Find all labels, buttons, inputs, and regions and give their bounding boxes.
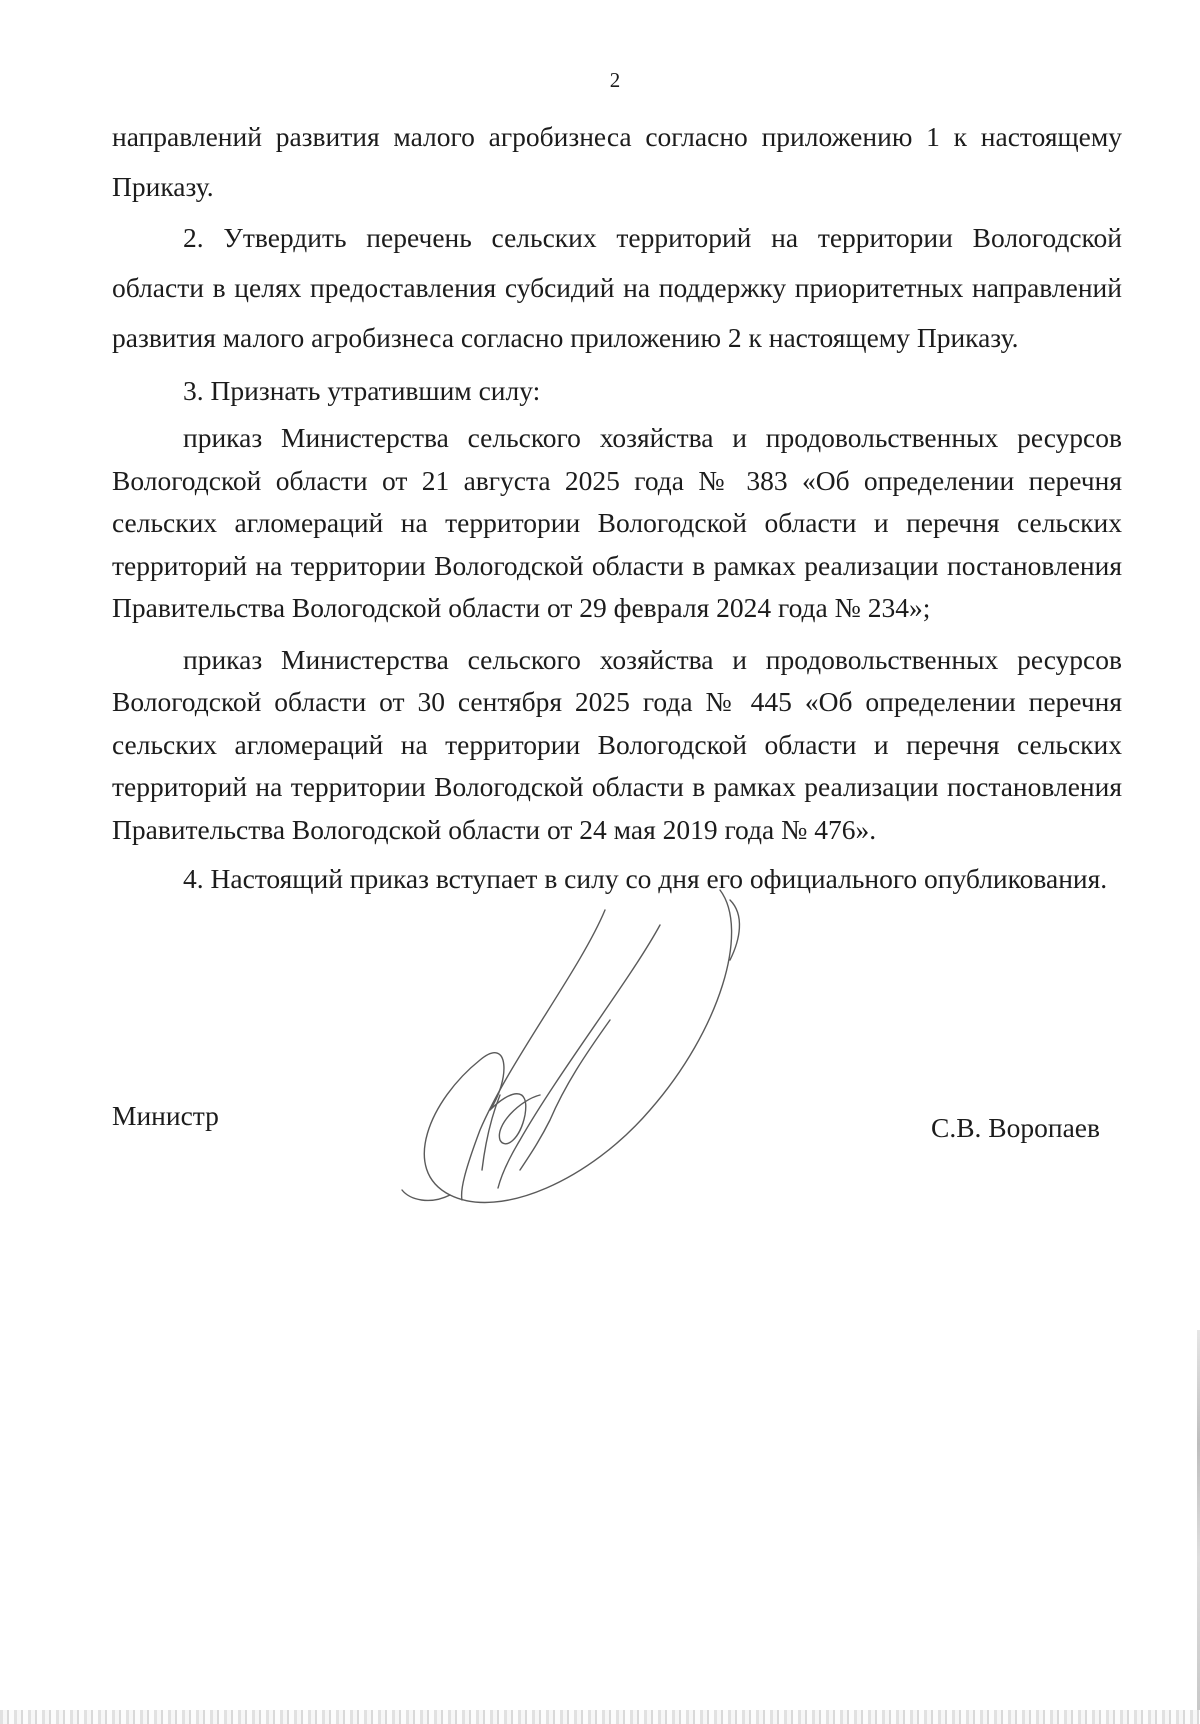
document-body [112,112,1122,904]
paragraph-item-4: 4. Настоящий приказ вступает в силу со дня его официального опубликования. [183,863,1108,894]
paragraph-item-2: 2. Утвердить перечень сельских территорий на территории Вологодской области в целях предоставления субсидий на поддержку приоритетных направлений развития малого агробизнеса согласно приложению 2 к настоящему Приказу. [112,222,1122,353]
paragraph-order-445: приказ Министерства сельского хозяйства и продовольственных ресурсов Вологодской области от 30 сентября 2025 года № 445 «Об определении перечня сельских агломераций на территории Вологодской области и перечня сельских территорий на территории Вологодской области в рамках реализации постановления Правительства Вологодской области от 24 мая 2019 года № 476». [112,643,1122,845]
signatory-name: С.В. Воропаев [930,1112,1100,1143]
handwritten-signature [390,870,840,1330]
paragraph-item-3: 3. Признать утратившим силу: [183,375,541,406]
scan-edge-artifact [0,1710,1200,1724]
paragraph-order-383: приказ Министерства сельского хозяйства и продовольственных ресурсов Вологодской области от 21 августа 2025 года № 383 «Об определении перечня сельских агломераций на территории Вологодской области и перечня сельских территорий на территории Вологодской области в рамках реализации постановления Правительства Вологодской области от 29 февраля 2024 года № 234»; [112,422,1122,623]
paragraph-continuation: направлений развития малого агробизнеса согласно приложению 1 к настоящему Приказу. [112,121,1122,202]
signatory-title: Министр [112,1100,219,1131]
page-number: 2 [609,68,621,92]
